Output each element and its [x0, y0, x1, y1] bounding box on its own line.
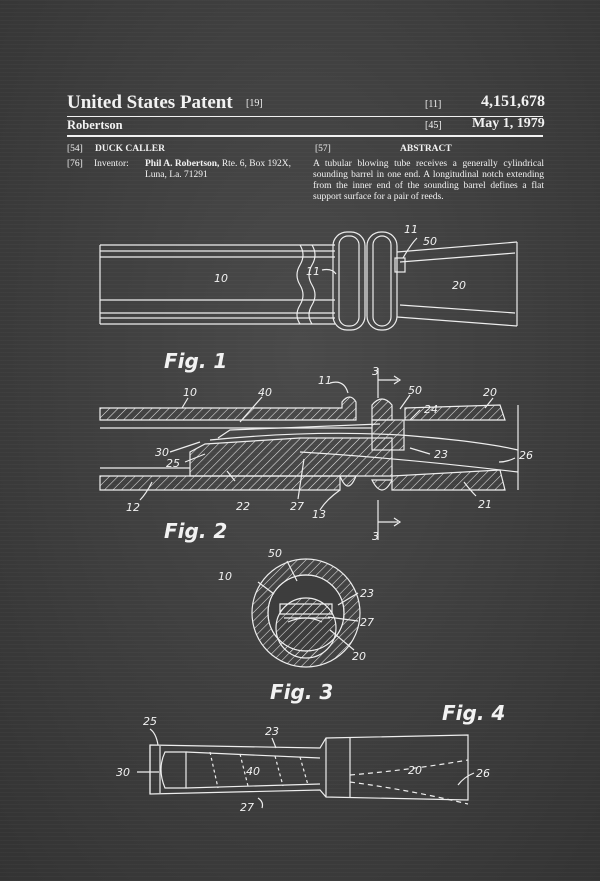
ref-23-fig3: 23: [360, 587, 374, 600]
fig3-label: Fig. 3: [270, 680, 334, 704]
fig2-label: Fig. 2: [164, 519, 228, 543]
ref-12-fig2: 12: [126, 501, 140, 514]
ref-11-fig2: 11: [318, 374, 332, 387]
ref-23-fig2: 23: [434, 448, 448, 461]
inventor-label: Inventor:: [94, 159, 129, 169]
inventor-name: Phil A. Robertson,: [145, 159, 220, 169]
ref-24-fig2: 24: [424, 403, 438, 416]
ref-20-fig1: 20: [452, 279, 466, 292]
date-ref: [45]: [425, 120, 442, 131]
ref-10-fig3: 10: [218, 570, 232, 583]
patent-number: 4,151,678: [481, 93, 545, 110]
fig4-label: Fig. 4: [442, 701, 506, 725]
fig4-drawing: [137, 729, 474, 808]
ref-40-fig2: 40: [258, 386, 272, 399]
ref-20-fig2: 20: [483, 386, 497, 399]
ref-3-fig2-bottom: 3: [372, 530, 379, 543]
fig3-drawing: [252, 559, 360, 667]
ref-21-fig2: 21: [478, 498, 492, 511]
ref-50-fig2: 50: [408, 384, 422, 397]
ref-23-fig4: 23: [265, 725, 279, 738]
inventor-surname: Robertson: [67, 118, 123, 132]
title-ref: [19]: [246, 98, 263, 109]
ref-25-fig4: 25: [143, 715, 157, 728]
patent-title: United States Patent: [67, 92, 233, 113]
ref-30-fig2: 30: [155, 446, 169, 459]
patent-date: May 1, 1979: [472, 116, 545, 131]
ref-10-fig2: 10: [183, 386, 197, 399]
ref-11-fig1-left: 11: [306, 265, 320, 278]
ref-50-fig1: 50: [423, 235, 437, 248]
ref-20-fig3: 20: [352, 650, 366, 663]
abstract-text: A tubular blowing tube receives a generally cylindrical sounding barrel in one end. A longitudinal notch extending from the inner end of the sounding barrel defines a flat support surface for a pair of reeds.: [313, 159, 544, 202]
patent-number-ref: [11]: [425, 99, 442, 110]
ref-22-fig2: 22: [236, 500, 250, 513]
invention-title: DUCK CALLER: [95, 144, 165, 154]
ref-10-fig1: 10: [214, 272, 228, 285]
fig1-label: Fig. 1: [164, 349, 228, 373]
ref-50-fig3: 50: [268, 547, 282, 560]
ref-20-fig4: 20: [408, 764, 422, 777]
abstract-ref: [57]: [315, 144, 331, 154]
abstract-heading: ABSTRACT: [400, 144, 452, 154]
ref-27-fig2: 27: [290, 500, 304, 513]
inventor-address: Rte. 6, Box 192X, Luna, La. 71291: [145, 159, 291, 180]
title-field-ref: [54]: [67, 144, 83, 154]
ref-13-fig2: 13: [312, 508, 326, 521]
ref-27-fig3: 27: [360, 616, 374, 629]
ref-11-fig1-top: 11: [404, 223, 418, 236]
ref-26-fig4: 26: [476, 767, 490, 780]
ref-25-fig2: 25: [166, 457, 180, 470]
inventor-field-ref: [76]: [67, 159, 83, 169]
ref-40-fig4: 40: [246, 765, 260, 778]
ref-30-fig4: 30: [116, 766, 130, 779]
ref-3-fig2-top: 3: [372, 365, 379, 378]
ref-27-fig4: 27: [240, 801, 254, 814]
ref-26-fig2: 26: [519, 449, 533, 462]
